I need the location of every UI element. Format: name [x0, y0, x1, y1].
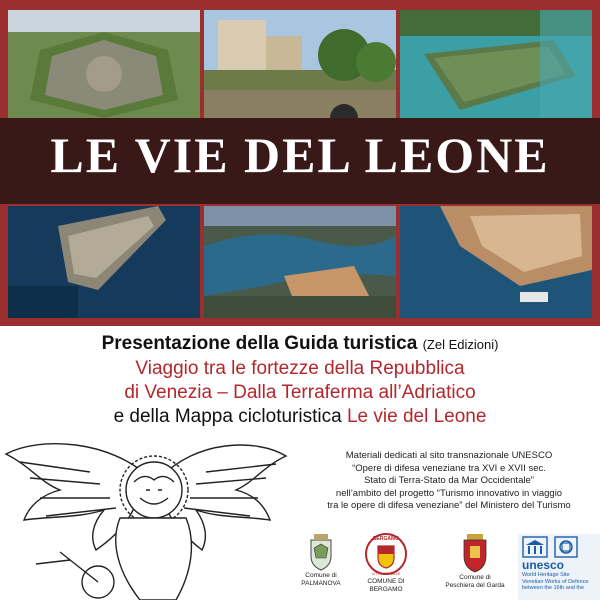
unesco-sub-1: World Heritage Site: [522, 572, 570, 578]
palmanova-caption-1: Comune di: [305, 572, 337, 579]
peschiera-caption-2: Peschiera del Garda: [445, 581, 505, 589]
unesco-sub-2: Venetian Works of Defence: [522, 578, 589, 585]
photo-coastal-town: [400, 206, 592, 318]
poster-title: LE VIE DEL LEONE: [50, 127, 550, 183]
map-title: Le vie del Leone: [346, 406, 487, 427]
guide-title-line-2: di Venezia – Dalla Terraferma all’Adriatico: [124, 382, 476, 403]
bergamo-ring-bottom-text: CITTÀ DEI MILLE: [371, 572, 401, 576]
winged-lion-illustration: [0, 432, 300, 600]
photo-fjord-town: [204, 206, 396, 318]
partner-logos: [296, 532, 600, 600]
unesco-logo: [518, 534, 600, 600]
unesco-wordmark: unesco: [522, 558, 565, 572]
info-line-2: “Opere di difesa veneziane tra XVI e XVII sec.: [352, 462, 546, 474]
info-line-4: nell’ambito del progetto “Turismo innovativo in viaggio: [335, 487, 563, 499]
map-prefix: e della Mappa cicloturistica: [113, 406, 342, 427]
peschiera-caption-1: Comune di: [459, 574, 491, 581]
bergamo-caption: COMUNE DI BERGAMO: [367, 578, 405, 593]
photo-peninsula-fortress: [8, 206, 200, 318]
info-line-3: Stato di Terra-Stato da Mar Occidentale”: [364, 475, 534, 486]
photo-villa: [204, 10, 396, 118]
info-line-1: Materiali dedicati al sito transnazionale UNESCO: [345, 450, 553, 461]
photo-island-fortress: [400, 10, 592, 118]
palmanova-caption-2: PALMANOVA: [301, 579, 341, 587]
bergamo-logo: [354, 532, 418, 593]
publisher: (Zel Edizioni): [422, 337, 499, 352]
palmanova-logo: [296, 532, 346, 587]
peschiera-logo: [444, 532, 506, 589]
presentation-line-1: [0, 332, 600, 357]
guide-presentation: Presentazione della Guida turistica: [101, 333, 418, 354]
bergamo-ring-text: BERGAMO: [372, 536, 400, 542]
presentation-line-4: [0, 405, 600, 429]
presentation-text: [0, 332, 600, 429]
unesco-info: [300, 450, 598, 513]
unesco-sub-3: between the 16th and the: [522, 585, 585, 591]
photo-star-fortress: [8, 10, 200, 118]
guide-title-line-1: Viaggio tra le fortezze della Repubblica: [135, 358, 465, 379]
info-line-5: tra le opere di difesa veneziane” del Ministero del Turismo: [327, 500, 571, 511]
